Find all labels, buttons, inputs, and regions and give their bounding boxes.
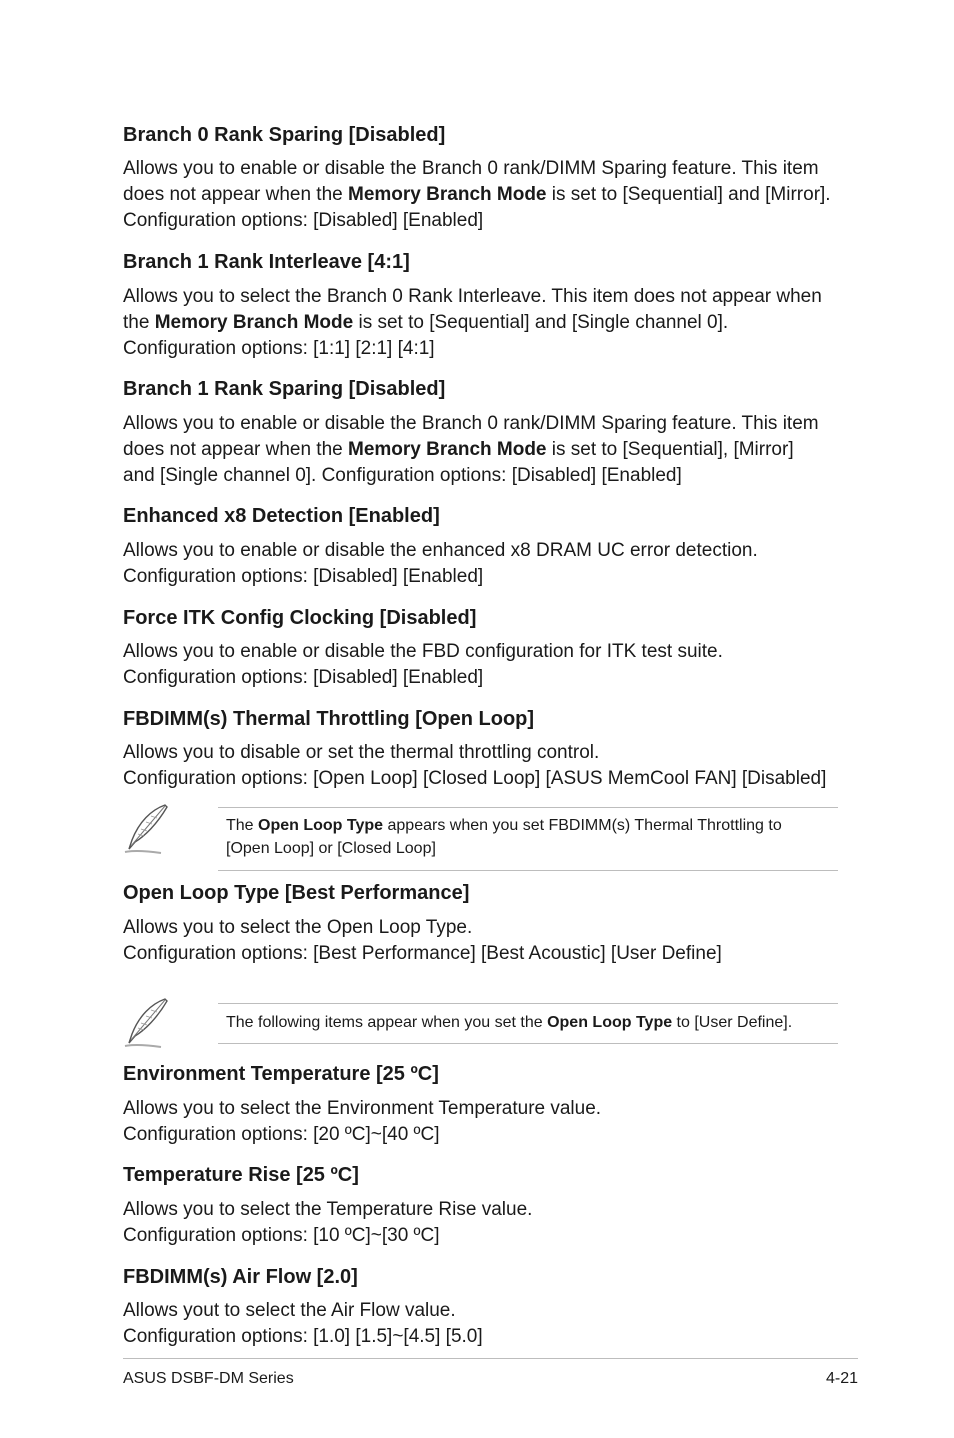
feather-pen-icon — [121, 996, 173, 1050]
section-heading: FBDIMM(s) Thermal Throttling [Open Loop] — [123, 708, 535, 730]
section-heading: Branch 1 Rank Interleave [4:1] — [123, 251, 410, 273]
body-line: the Memory Branch Mode is set to [Sequential] and [Single channel 0]. — [123, 312, 729, 333]
section-heading: Force ITK Config Clocking [Disabled] — [123, 607, 477, 629]
footer-product-name: ASUS DSBF-DM Series — [123, 1370, 294, 1387]
body-line: Configuration options: [Disabled] [Enabled] — [123, 667, 484, 688]
footer-page-number: 4-21 — [825, 1370, 858, 1387]
body-line: Configuration options: [Best Performance] [Best Acoustic] [User Define] — [123, 943, 722, 964]
bold-term: Memory Branch Mode — [348, 184, 547, 205]
body-line: does not appear when the Memory Branch Mode is set to [Sequential] and [Mirror]. — [123, 184, 831, 205]
section-heading: Enhanced x8 Detection [Enabled] — [123, 505, 440, 527]
footer-divider — [123, 1358, 858, 1359]
body-line: Configuration options: [1.0] [1.5]~[4.5] [5.0] — [123, 1326, 483, 1347]
body-line: Allows you to select the Branch 0 Rank Interleave. This item does not appear when — [123, 286, 822, 307]
feather-pen-icon — [121, 802, 173, 856]
body-line: Configuration options: [10 ºC]~[30 ºC] — [123, 1225, 440, 1246]
body-line: Allows you to disable or set the thermal throttling control. — [123, 742, 600, 763]
body-line: does not appear when the Memory Branch Mode is set to [Sequential], [Mirror] — [123, 439, 794, 460]
body-line: Configuration options: [1:1] [2:1] [4:1] — [123, 338, 435, 359]
section-heading: FBDIMM(s) Air Flow [2.0] — [123, 1266, 358, 1288]
body-line: Configuration options: [Open Loop] [Closed Loop] [ASUS MemCool FAN] [Disabled] — [123, 768, 827, 789]
section-heading: Environment Temperature [25 ºC] — [123, 1063, 439, 1085]
note-line: The Open Loop Type appears when you set FBDIMM(s) Thermal Throttling to — [226, 817, 782, 834]
body-line: Allows you to select the Temperature Rise value. — [123, 1199, 533, 1220]
section-heading: Branch 0 Rank Sparing [Disabled] — [123, 124, 446, 146]
bold-term: Memory Branch Mode — [154, 312, 354, 333]
note-box — [218, 1003, 838, 1044]
note-line: The following items appear when you set the Open Loop Type to [User Define]. — [226, 1014, 793, 1031]
body-line: Configuration options: [20 ºC]~[40 ºC] — [123, 1124, 440, 1145]
bold-term: Open Loop Type — [547, 1014, 673, 1031]
note-line: [Open Loop] or [Closed Loop] — [226, 840, 436, 857]
body-line: Allows you to select the Environment Temperature value. — [123, 1098, 602, 1119]
section-heading: Temperature Rise [25 ºC] — [123, 1164, 359, 1186]
section-heading: Open Loop Type [Best Performance] — [123, 882, 470, 904]
body-line: Allows you to enable or disable the FBD configuration for ITK test suite. — [123, 641, 723, 662]
body-line: Allows you to enable or disable the enhanced x8 DRAM UC error detection. — [123, 540, 758, 561]
body-line: and [Single channel 0]. Configuration options: [Disabled] [Enabled] — [123, 465, 682, 486]
bold-term: Memory Branch Mode — [348, 439, 547, 460]
note-box — [218, 807, 838, 871]
body-line: Allows you to select the Open Loop Type. — [123, 917, 473, 938]
body-line: Allows you to enable or disable the Branch 0 rank/DIMM Sparing feature. This item — [123, 158, 819, 179]
section-heading: Branch 1 Rank Sparing [Disabled] — [123, 378, 446, 400]
body-line: Configuration options: [Disabled] [Enabled] — [123, 566, 484, 587]
body-line: Allows yout to select the Air Flow value. — [123, 1300, 456, 1321]
body-line: Configuration options: [Disabled] [Enabled] — [123, 210, 484, 231]
bold-term: Open Loop Type — [258, 817, 384, 834]
body-line: Allows you to enable or disable the Branch 0 rank/DIMM Sparing feature. This item — [123, 413, 819, 434]
